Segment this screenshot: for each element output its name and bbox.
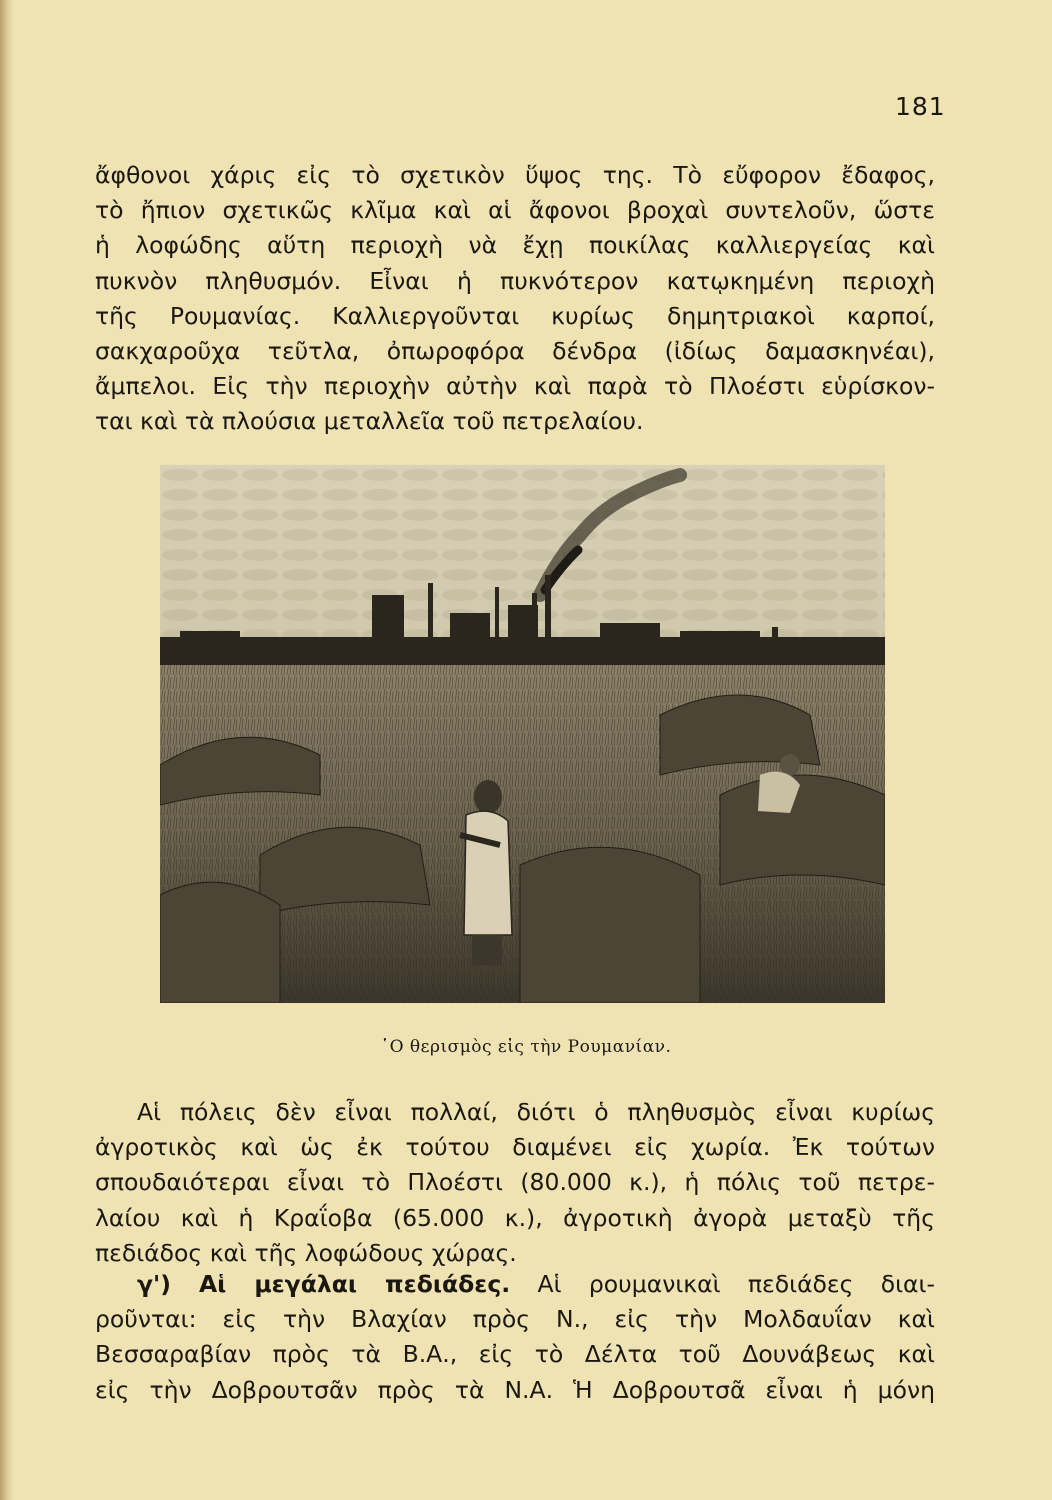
page-binding-edge xyxy=(0,0,14,1500)
page-number: 181 xyxy=(895,92,946,121)
text-line: τῆς Ρουμανίας. Καλλιεργοῦνται κυρίως δημητριακοὶ καρποί, xyxy=(95,301,935,330)
text-line: Αἱ πόλεις δὲν εἶναι πολλαί, διότι ὁ πληθυσμὸς εἶναι κυρίως xyxy=(137,1098,935,1126)
harvest-photo-illustration xyxy=(160,465,885,1003)
text-line: ἡ λοφώδης αὕτη περιοχὴ νὰ ἔχῃ ποικίλας καλλιεργείας καὶ xyxy=(95,231,935,260)
text-line: ἀγροτικὸς καὶ ὡς ἐκ τούτου διαμένει εἰς χωρία. Ἐκ τούτων xyxy=(95,1133,935,1162)
text-line: σακχαροῦχα τεῦτλα, ὀπωροφόρα δένδρα (ἰδίως δαμασκηνέαι), xyxy=(95,337,935,366)
paragraph-cities xyxy=(95,1095,935,1271)
text-line: εἰς τὴν Δοβρουτσᾶν πρὸς τὰ Ν.Α. Ἡ Δοβρουτσᾶ εἶναι ἡ μόνη xyxy=(95,1375,935,1404)
text-line: ροῦνται: εἰς τὴν Βλαχίαν πρὸς Ν., εἰς τὴν Μολδαυΐαν καὶ xyxy=(95,1305,935,1334)
text-line: τὸ ἤπιον σχετικῶς κλῖμα καὶ αἱ ἄφονοι βροχαὶ συντελοῦν, ὥστε xyxy=(95,196,935,225)
text-line: ἄμπελοι. Εἰς τὴν περιοχὴν αὐτὴν καὶ παρὰ τὸ Πλοέστι εὑρίσκον- xyxy=(95,372,935,401)
text-line xyxy=(95,1267,935,1302)
text-line: πυκνὸν πληθυσμόν. Εἶναι ἡ πυκνότερον κατῳκημένη περιοχὴ xyxy=(95,266,935,295)
paragraph-hill-region xyxy=(95,158,935,440)
text-line: Βεσσαραβίαν πρὸς τὰ Β.Α., εἰς τὸ Δέλτα τοῦ Δουνάβεως καὶ xyxy=(95,1340,935,1369)
paragraph-great-plains xyxy=(95,1267,935,1408)
text-line: πεδιάδος καὶ τῆς λοφώδους χώρας. xyxy=(95,1238,517,1267)
photo-caption: ῾Ο θερισμὸς εἰς τὴν Ρουμανίαν. xyxy=(380,1037,672,1057)
text-line: ἄφθονοι χάρις εἰς τὸ σχετικὸν ὕψος της. Τὸ εὔφορον ἔδαφος, xyxy=(95,161,935,189)
harvest-photograph xyxy=(160,465,885,1003)
text-line: ται καὶ τὰ πλούσια μεταλλεῖα τοῦ πετρελαίου. xyxy=(95,407,644,436)
text-line: σπουδαιότεραι εἶναι τὸ Πλοέστι (80.000 κ.), ἡ πόλις τοῦ πετρε- xyxy=(95,1168,935,1197)
section-heading: γ') Αἱ μεγάλαι πεδιάδες. xyxy=(137,1270,511,1298)
text-line: λαίου καὶ ἡ Κραΐοβα (65.000 κ.), ἀγροτικὴ ἀγορὰ μεταξὺ τῆς xyxy=(95,1203,935,1232)
text-fragment: Αἱ ρουμανικαὶ πεδιάδες διαι- xyxy=(537,1270,935,1298)
